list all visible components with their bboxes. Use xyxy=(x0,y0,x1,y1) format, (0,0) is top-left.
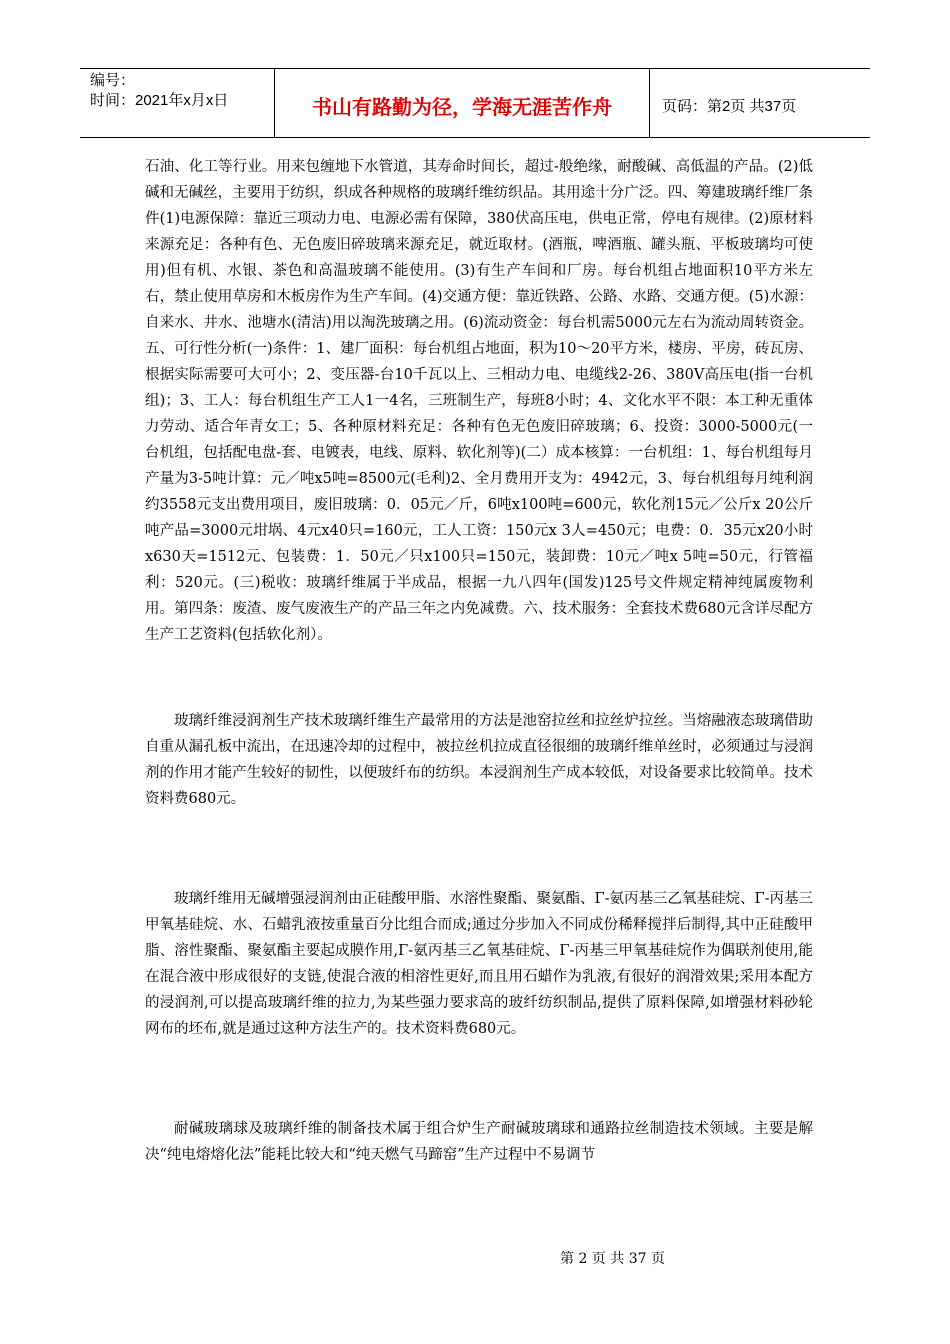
paragraph-1: 石油、化工等行业。用来包缠地下水管道，其寿命时间长，超过-般绝缘，耐酸碱、高低温的产品。(2)低碱和无碱丝，主要用于纺织，织成各种规格的玻璃纤维纺织品。其用途十分广泛。四、筹建玻璃纤维厂条件(1)电源保障：靠近三项动力电、电源必需有保障，380伏高压电，供电正常，停电有规律。(2)原材料来源充足：各种有色、无色废旧碎玻璃来源充足，就近取材。(酒瓶，啤酒瓶、罐头瓶、平板玻璃均可使用)但有机、水银、茶色和高温玻璃不能使用。(3)有生产车间和厂房。每台机组占地面积10平方米左右，禁止使用草房和木板房作为生产车间。(4)交通方便：靠近铁路、公路、水路、交通方便。(5)水源：自来水、井水、池塘水(清洁)用以淘洗玻璃之用。(6)流动资金：每台机需5000元左右为流动周转资金。五、可行性分析(一)条件：1、建厂面积：每台机组占地面，积为10～20平方米，楼房、平房，砖瓦房、根据实际需要可大可小；2、变压器-台10千瓦以上、三相动力电、电缆线2-26、380V高压电(指一台机组)；3、工人：每台机组生产工人1一4名，三班制生产，每班8小时；4、文化水平不限：本工种无重体力劳动、适合年青女工；5、各种原材料充足：各种有色无色废旧碎玻璃；6、投资：3000-5000元(一台机组，包括配电盘-套、电镀表，电线、原料、软化剂等)(二）成本核算：一台机组：1、每台机组每月产量为3-5吨计算：元／吨x5吨=8500元(毛利)2、全月费用开支为：4942元，3、每台机组每月纯利润约3558元支出费用项目，废旧玻璃：0．05元／斤，6吨x100吨=600元，软化剂15元／公斤x 20公斤吨产品=3000元坩埚、4元x40只=160元，工人工资：150元x 3人=450元；电费：0．35元x20小时x630天=1512元、包装费：1．50元／只x100只=150元，装卸费：10元／吨x 5吨=50元，行管福利：520元。(三)税收：玻璃纤维属于半成品，根据一九八四年(国发)125号文件规定精神纯属废物利用。第四条：废渣、废气废液生产的产品三年之内免减费。六、技术服务：全套技术费680元含详尽配方生产工艺资料(包括软化剂）。 xyxy=(145,159,813,643)
header-page-info: 页码：第2页 共37页 xyxy=(662,97,797,115)
page-footer: 第 2 页 共 37 页 xyxy=(560,1251,665,1267)
document-body xyxy=(145,154,813,1168)
page-header xyxy=(80,68,870,138)
paragraph-4: 耐碱玻璃球及玻璃纤维的制备技术属于组合炉生产耐碱玻璃球和通路拉丝制造技术领域。主要是解决“纯电熔熔化法”能耗比较大和“纯天燃气马蹄窑”生产过程中不易调节 xyxy=(145,1121,813,1163)
time-label: 时间：2021年x月x日 xyxy=(90,92,229,109)
header-motto: 书山有路勤为径，学海无涯苦作舟 xyxy=(275,69,650,137)
paragraph-3: 玻璃纤维用无碱增强浸润剂由正硅酸甲脂、水溶性聚酯、聚氨酯、Γ-氨丙基三乙氧基硅烷、Γ-丙基三甲氧基硅烷、水、石蜡乳液按重量百分比组合而成;通过分步加入不同成份稀释搅拌后制得,其中正硅酸甲脂、溶性聚酯、聚氨酯主要起成膜作用,Γ-氨丙基三乙氧基硅烷、Γ-丙基三甲氧基硅烷作为偶联剂使用,能在混合液中形成很好的支链,使混合液的相溶性更好,而且用石蜡作为乳液,有很好的润滑效果;采用本配方的浸润剂,可以提高玻璃纤维的拉力,为某些强力要求高的玻纤纺织制品,提供了原料保障,如增强材料砂轮网布的坯布,就是通过这种方法生产的。技术资料费680元。 xyxy=(145,891,813,1037)
header-meta xyxy=(80,69,275,137)
paragraph-2: 玻璃纤维浸润剂生产技术玻璃纤维生产最常用的方法是池窑拉丝和拉丝炉拉丝。当熔融液态玻璃借助自重从漏孔板中流出，在迅速冷却的过程中，被拉丝机拉成直径很细的玻璃纤维单丝时，必须通过与浸润剂的作用才能产生较好的韧性，以便玻纤布的纺织。本浸润剂生产成本较低，对设备要求比较简单。技术资料费680元。 xyxy=(145,713,813,807)
number-label: 编号： xyxy=(90,72,136,89)
